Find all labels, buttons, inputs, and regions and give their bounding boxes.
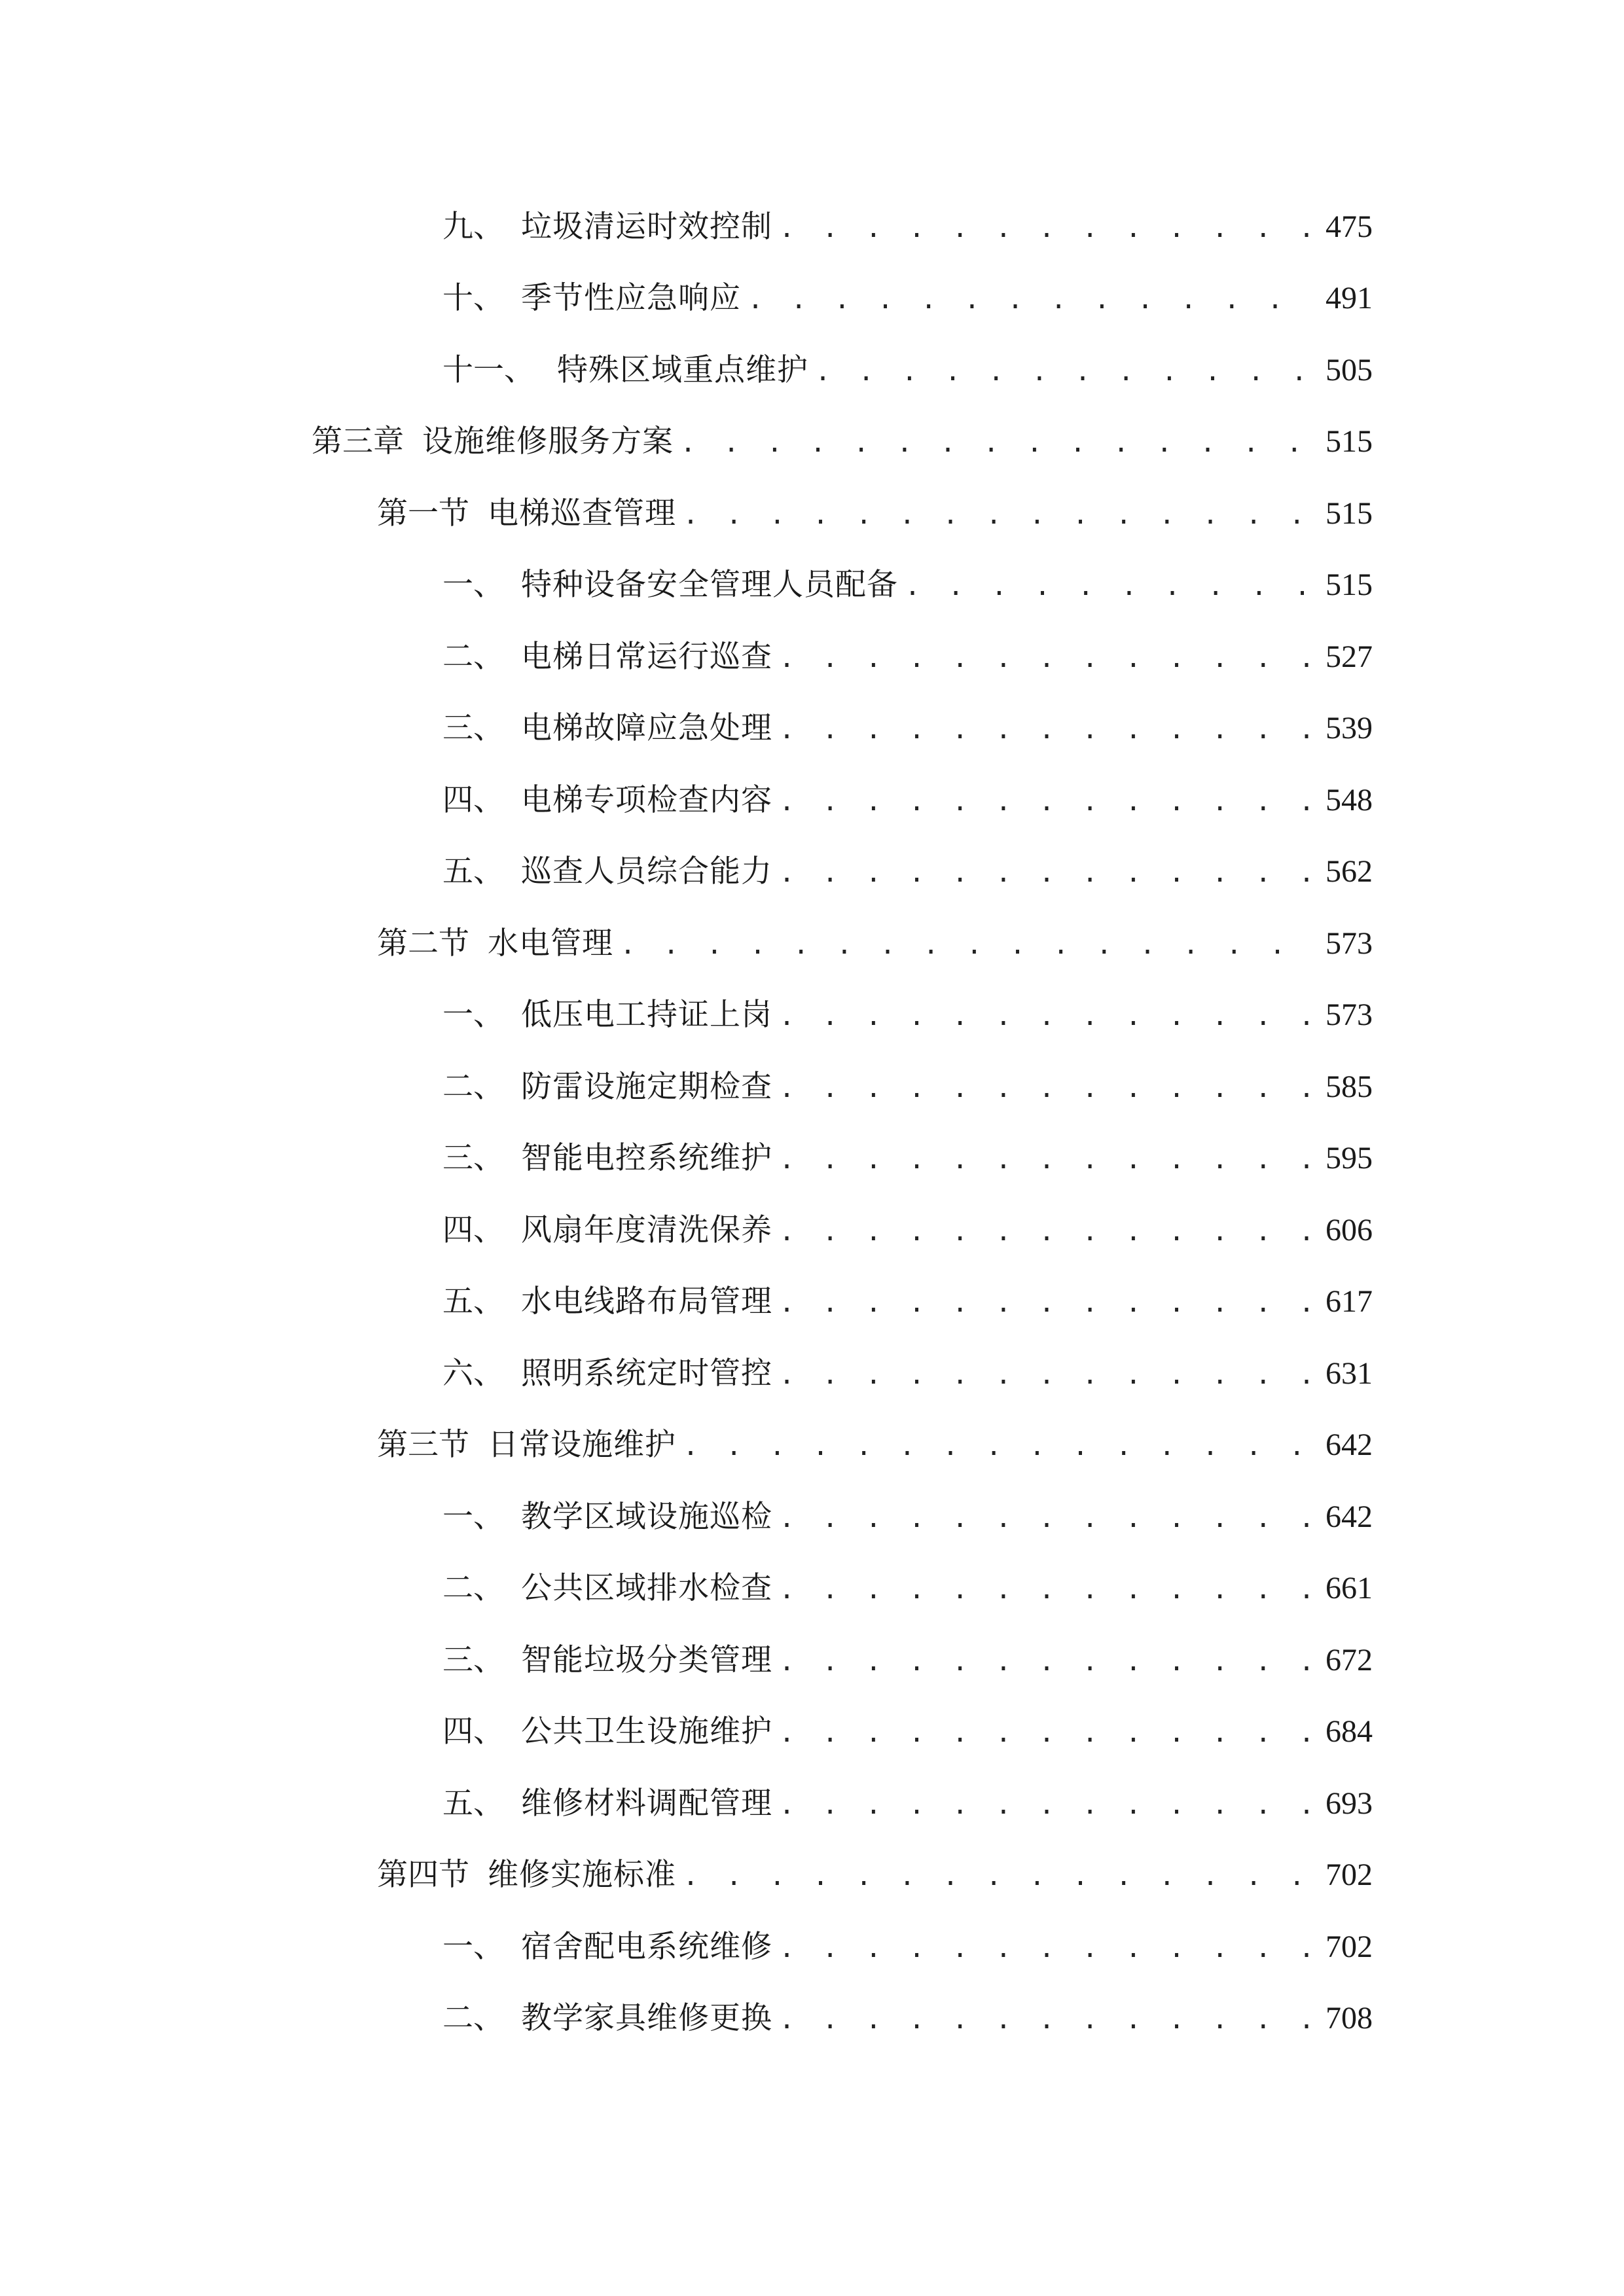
entry-number: 第三节	[377, 1427, 469, 1463]
entry-number: 一、	[442, 1929, 504, 1965]
entry-title: 垃圾清运时效控制	[521, 209, 772, 245]
entry-page-number: 672	[1326, 1643, 1373, 1677]
entry-page-number: 505	[1326, 353, 1373, 387]
entry-page-number: 573	[1326, 926, 1373, 961]
entry-number: 第二节	[377, 925, 469, 961]
toc-entry[interactable]	[0, 1566, 1624, 1611]
entry-page-number: 684	[1326, 1714, 1373, 1749]
dot-leader	[748, 277, 1314, 323]
dot-leader	[779, 1137, 1314, 1183]
dot-leader	[779, 1926, 1314, 1971]
entry-page-number: 702	[1326, 1929, 1373, 1964]
entry-number: 十、	[442, 280, 504, 316]
toc-entry[interactable]	[0, 778, 1624, 823]
dot-leader	[779, 1997, 1314, 2043]
entry-number: 三、	[442, 1140, 504, 1176]
toc-entry[interactable]	[0, 1781, 1624, 1827]
toc-entry[interactable]	[0, 1208, 1624, 1253]
toc-entry[interactable]	[0, 1996, 1624, 2041]
toc-entry[interactable]	[0, 992, 1624, 1038]
toc-entry[interactable]	[0, 1064, 1624, 1110]
entry-page-number: 548	[1326, 783, 1373, 817]
dot-leader	[779, 1639, 1314, 1685]
dot-leader	[683, 1854, 1314, 1899]
entry-page-number: 708	[1326, 2001, 1373, 2036]
entry-title: 维修实施标准	[488, 1857, 676, 1893]
entry-page-number: 475	[1326, 209, 1373, 244]
entry-title: 宿舍配电系统维修	[521, 1929, 772, 1965]
entry-page-number: 595	[1326, 1141, 1373, 1175]
entry-number: 第四节	[377, 1857, 469, 1893]
entry-title: 电梯专项检查内容	[521, 782, 772, 818]
dot-leader	[779, 1209, 1314, 1255]
entry-page-number: 702	[1326, 1857, 1373, 1892]
dot-leader	[683, 1424, 1314, 1469]
toc-entry[interactable]	[0, 562, 1624, 608]
entry-number: 一、	[442, 997, 504, 1033]
toc-entry[interactable]	[0, 1136, 1624, 1181]
toc-entry[interactable]	[0, 706, 1624, 751]
entry-number: 十一、	[442, 352, 535, 388]
toc-entry[interactable]	[0, 1351, 1624, 1397]
toc-entry[interactable]	[0, 1709, 1624, 1755]
dot-leader	[779, 1280, 1314, 1326]
dot-leader	[905, 564, 1314, 609]
entry-page-number: 527	[1326, 639, 1373, 674]
entry-number: 三、	[442, 1642, 504, 1678]
dot-leader	[680, 420, 1314, 466]
dot-leader	[779, 994, 1314, 1039]
entry-page-number: 562	[1326, 854, 1373, 889]
dot-leader	[620, 922, 1314, 968]
entry-number: 二、	[442, 639, 504, 675]
entry-number: 九、	[442, 209, 504, 245]
entry-page-number: 631	[1326, 1356, 1373, 1391]
entry-page-number: 515	[1326, 496, 1373, 531]
entry-number: 一、	[442, 567, 504, 603]
entry-number: 第三章	[312, 423, 404, 459]
entry-page-number: 642	[1326, 1499, 1373, 1534]
entry-number: 五、	[442, 1785, 504, 1821]
entry-title: 水电线路布局管理	[521, 1283, 772, 1319]
entry-page-number: 585	[1326, 1069, 1373, 1104]
entry-title: 设施维修服务方案	[422, 423, 674, 459]
entry-title: 教学区域设施巡检	[521, 1499, 772, 1535]
entry-title: 特殊区域重点维护	[557, 352, 808, 388]
entry-page-number: 515	[1326, 424, 1373, 459]
toc-entry[interactable]	[0, 1279, 1624, 1325]
toc-entry-section[interactable]	[0, 1852, 1624, 1898]
dot-leader	[779, 636, 1314, 681]
entry-page-number: 539	[1326, 711, 1373, 745]
dot-leader	[779, 779, 1314, 825]
entry-title: 特种设备安全管理人员配备	[521, 567, 898, 603]
dot-leader	[779, 206, 1314, 251]
toc-entry[interactable]	[0, 348, 1624, 393]
toc-entry[interactable]	[0, 276, 1624, 321]
entry-title: 教学家具维修更换	[521, 2000, 772, 2036]
toc-entry[interactable]	[0, 204, 1624, 250]
entry-title: 智能电控系统维护	[521, 1140, 772, 1176]
entry-page-number: 617	[1326, 1284, 1373, 1319]
dot-leader	[683, 492, 1314, 538]
entry-number: 四、	[442, 1713, 504, 1749]
dot-leader	[815, 349, 1314, 395]
toc-entry[interactable]	[0, 849, 1624, 895]
entry-title: 公共卫生设施维护	[521, 1713, 772, 1749]
entry-number: 二、	[442, 1069, 504, 1105]
dot-leader	[779, 1066, 1314, 1111]
entry-page-number: 491	[1326, 281, 1373, 315]
entry-title: 电梯日常运行巡查	[521, 639, 772, 675]
entry-number: 六、	[442, 1355, 504, 1391]
toc-entry-chapter[interactable]	[0, 419, 1624, 465]
entry-title: 电梯巡查管理	[488, 495, 676, 531]
toc-entry-section[interactable]	[0, 921, 1624, 967]
entry-number: 三、	[442, 710, 504, 746]
dot-leader	[779, 1710, 1314, 1756]
toc-entry-section[interactable]	[0, 491, 1624, 537]
entry-title: 季节性应急响应	[521, 280, 741, 316]
dot-leader	[779, 1496, 1314, 1541]
entry-number: 二、	[442, 2000, 504, 2036]
entry-number: 四、	[442, 1212, 504, 1248]
entry-title: 低压电工持证上岗	[521, 997, 772, 1033]
entry-page-number: 515	[1326, 567, 1373, 602]
entry-title: 维修材料调配管理	[521, 1785, 772, 1821]
entry-page-number: 661	[1326, 1571, 1373, 1605]
entry-number: 二、	[442, 1570, 504, 1606]
entry-number: 四、	[442, 782, 504, 818]
toc-entry[interactable]	[0, 1638, 1624, 1683]
entry-number: 一、	[442, 1499, 504, 1535]
entry-number: 五、	[442, 1283, 504, 1319]
entry-title: 风扇年度清洗保养	[521, 1212, 772, 1248]
entry-title: 水电管理	[488, 925, 613, 961]
entry-number: 第一节	[377, 495, 469, 531]
entry-title: 日常设施维护	[488, 1427, 676, 1463]
dot-leader	[779, 1782, 1314, 1828]
entry-page-number: 693	[1326, 1786, 1373, 1821]
entry-page-number: 573	[1326, 997, 1373, 1032]
toc-entry[interactable]	[0, 634, 1624, 680]
dot-leader	[779, 1352, 1314, 1398]
dot-leader	[779, 1567, 1314, 1613]
toc-entry[interactable]	[0, 1924, 1624, 1970]
entry-title: 电梯故障应急处理	[521, 710, 772, 746]
toc-entry[interactable]	[0, 1494, 1624, 1540]
toc-entry-section[interactable]	[0, 1422, 1624, 1468]
entry-title: 智能垃圾分类管理	[521, 1642, 772, 1678]
entry-title: 照明系统定时管控	[521, 1355, 772, 1391]
entry-title: 防雷设施定期检查	[521, 1069, 772, 1105]
entry-page-number: 642	[1326, 1427, 1373, 1462]
entry-number: 五、	[442, 853, 504, 889]
dot-leader	[779, 850, 1314, 896]
dot-leader	[779, 707, 1314, 753]
entry-title: 公共区域排水检查	[521, 1570, 772, 1606]
entry-title: 巡查人员综合能力	[521, 853, 772, 889]
entry-page-number: 606	[1326, 1213, 1373, 1247]
